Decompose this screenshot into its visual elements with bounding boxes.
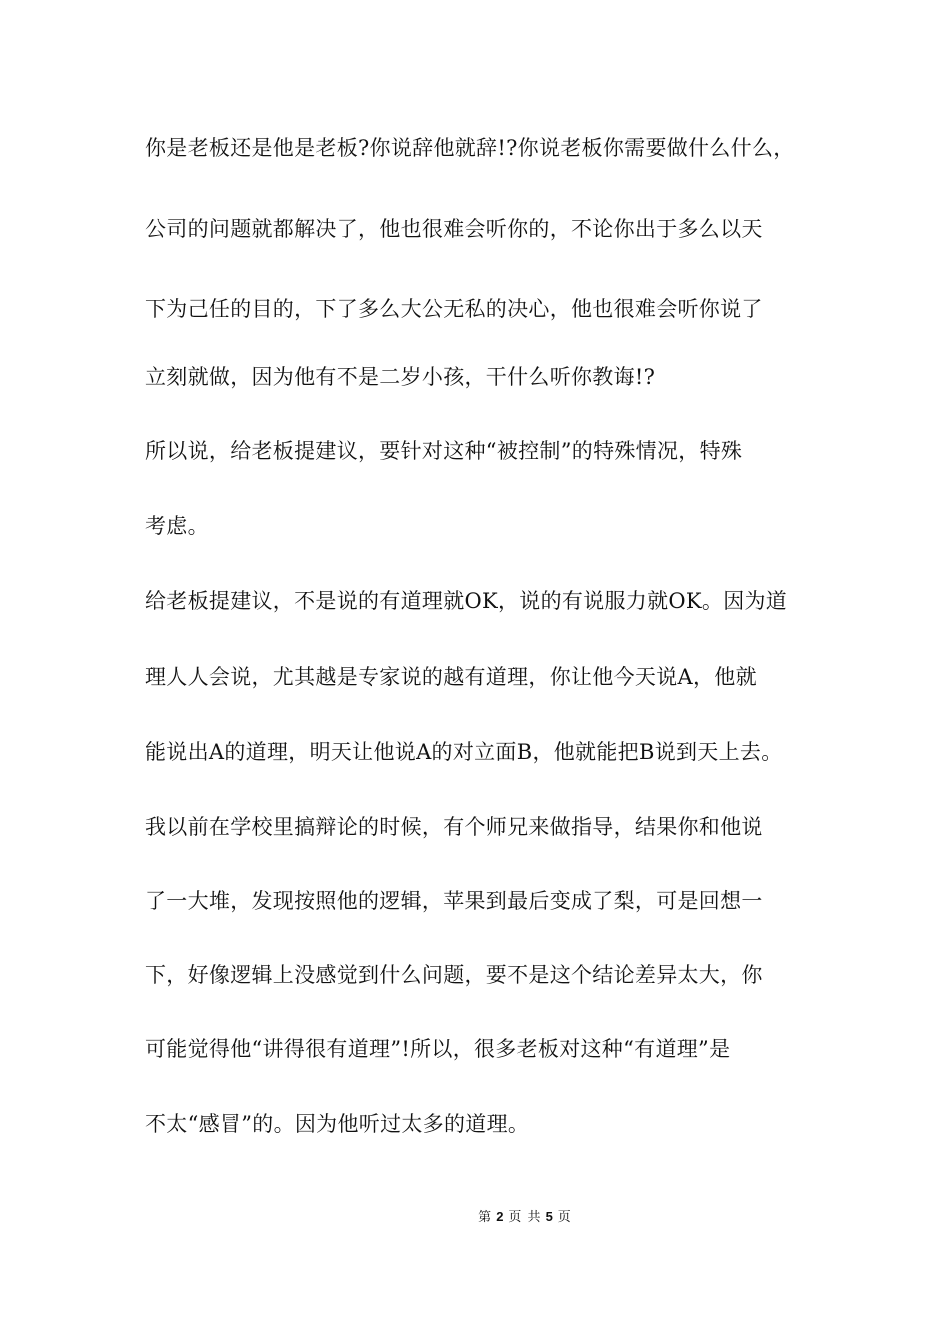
body-line: 公司的问题就都解决了，他也很难会听你的，不论你出于多么以天: [145, 217, 763, 241]
footer-total-pages: 5: [545, 1209, 554, 1224]
body-line: 不太“感冒”的。因为他听过太多的道理。: [145, 1112, 530, 1136]
body-line: 了一大堆，发现按照他的逻辑，苹果到最后变成了梨，可是回想一: [145, 889, 763, 913]
body-line: 所以说，给老板提建议，要针对这种“被控制”的特殊情况，特殊: [145, 439, 743, 463]
footer-suffix: 页: [557, 1210, 572, 1225]
body-line: 可能觉得他“讲得很有道理”!所以，很多老板对这种“有道理”是: [145, 1037, 731, 1061]
body-line: 我以前在学校里搞辩论的时候，有个师兄来做指导，结果你和他说: [145, 815, 763, 839]
body-line: 你是老板还是他是老板?你说辞他就辞!?你说老板你需要做什么什么，: [145, 136, 795, 160]
body-line: 给老板提建议，不是说的有道理就OK，说的有说服力就OK。因为道: [145, 589, 788, 613]
footer-current-page: 2: [496, 1209, 505, 1224]
page-footer: [0, 1207, 950, 1228]
body-line: 立刻就做，因为他有不是二岁小孩，干什么听你教诲!?: [145, 365, 656, 389]
body-line: 考虑。: [145, 514, 209, 538]
body-line: 能说出A的道理，明天让他说A的对立面B，他就能把B说到天上去。: [145, 740, 783, 764]
footer-middle: 页 共: [508, 1210, 542, 1225]
body-line: 下为己任的目的，下了多么大公无私的决心，他也很难会听你说了: [145, 297, 763, 321]
footer-prefix: 第: [478, 1210, 493, 1225]
body-line: 理人人会说，尤其越是专家说的越有道理，你让他今天说A，他就: [145, 665, 757, 689]
body-line: 下，好像逻辑上没感觉到什么问题，要不是这个结论差异太大，你: [145, 963, 763, 987]
